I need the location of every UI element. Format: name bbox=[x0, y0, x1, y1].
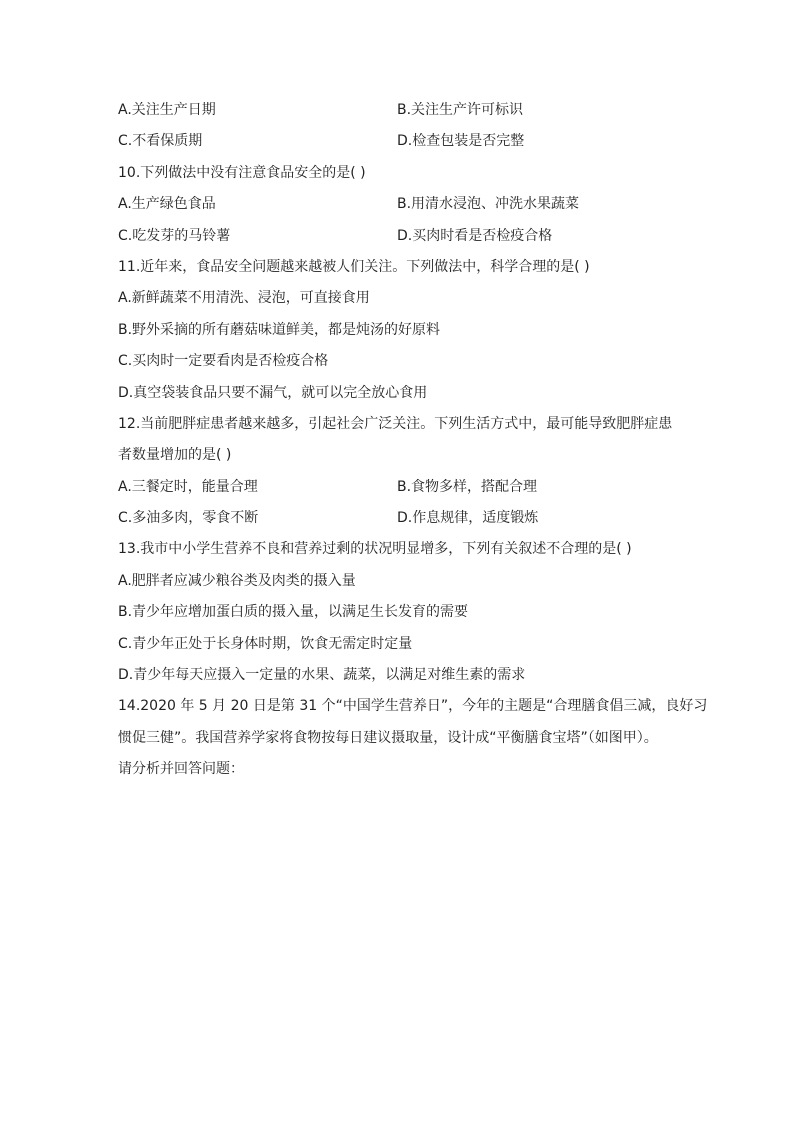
q12-stem-line-2: 者数量增加的是( ) bbox=[118, 447, 232, 464]
q12-stem-line-1: 12.当前肥胖症患者越来越多，引起社会广泛关注。下列生活方式中，最可能导致肥胖症患 bbox=[118, 415, 673, 432]
q14-stem-line-1: 14.2020 年 5 月 20 日是第 31 个“中国学生营养日”，今年的主题是“合理膳食倡三减，良好习 bbox=[118, 698, 708, 715]
q14-stem-line-2: 惯促三健”。我国营养学家将食物按每日建议摄取量，设计成“平衡膳食宝塔”（如图甲）。 bbox=[118, 729, 658, 746]
q11-stem: 11.近年来，食品安全问题越来越被人们关注。下列做法中，科学合理的是( ) bbox=[118, 258, 590, 275]
q9-option-b: B.关注生产许可标识 bbox=[397, 102, 524, 118]
q13-option-b: B.青少年应增加蛋白质的摄入量，以满足生长发育的需要 bbox=[118, 604, 469, 621]
q10-options-row-1 bbox=[118, 194, 678, 214]
q13-option-a: A.肥胖者应减少粮谷类及肉类的摄入量 bbox=[118, 572, 356, 589]
q11-option-c: C.买肉时一定要看肉是否检疫合格 bbox=[118, 353, 329, 370]
q14-stem-line-3: 请分析并回答问题： bbox=[118, 761, 244, 778]
q9-options-row-2 bbox=[118, 131, 678, 151]
q10-options-row-2 bbox=[118, 226, 678, 246]
q12-option-d: D.作息规律，适度锻炼 bbox=[397, 510, 539, 527]
q9-option-c: C.不看保质期 bbox=[118, 133, 203, 150]
q9-option-d: D.检查包装是否完整 bbox=[397, 133, 525, 150]
q11-option-d: D.真空袋装食品只要不漏气，就可以完全放心食用 bbox=[118, 384, 428, 401]
q10-option-d: D.买肉时看是否检疫合格 bbox=[397, 227, 553, 244]
q12-option-a: A.三餐定时，能量合理 bbox=[118, 478, 258, 495]
q10-stem: 10.下列做法中没有注意食品安全的是( ) bbox=[118, 164, 366, 181]
q9-option-a: A.关注生产日期 bbox=[118, 102, 216, 118]
q12-options-row-2 bbox=[118, 508, 678, 528]
q10-option-a: A.生产绿色食品 bbox=[118, 196, 216, 213]
q12-options-row-1 bbox=[118, 477, 678, 497]
q11-option-b: B.野外采摘的所有蘑菇味道鲜美，都是炖汤的好原料 bbox=[118, 321, 441, 338]
q11-option-a: A.新鲜蔬菜不用清洗、浸泡，可直接食用 bbox=[118, 290, 370, 307]
q12-option-b: B.食物多样，搭配合理 bbox=[397, 478, 538, 495]
q10-option-c: C.吃发芽的马铃薯 bbox=[118, 227, 231, 244]
q13-stem: 13.我市中小学生营养不良和营养过剩的状况明显增多，下列有关叙述不合理的是( ) bbox=[118, 541, 632, 558]
q13-option-c: C.青少年正处于长身体时期，饮食无需定时定量 bbox=[118, 635, 413, 652]
q9-options-row-1 bbox=[118, 100, 678, 120]
q13-option-d: D.青少年每天应摄入一定量的水果、蔬菜，以满足对维生素的需求 bbox=[118, 667, 526, 684]
document-page bbox=[118, 100, 708, 791]
q10-option-b: B.用清水浸泡、冲洗水果蔬菜 bbox=[397, 196, 580, 213]
q12-option-c: C.多油多肉，零食不断 bbox=[118, 510, 259, 527]
